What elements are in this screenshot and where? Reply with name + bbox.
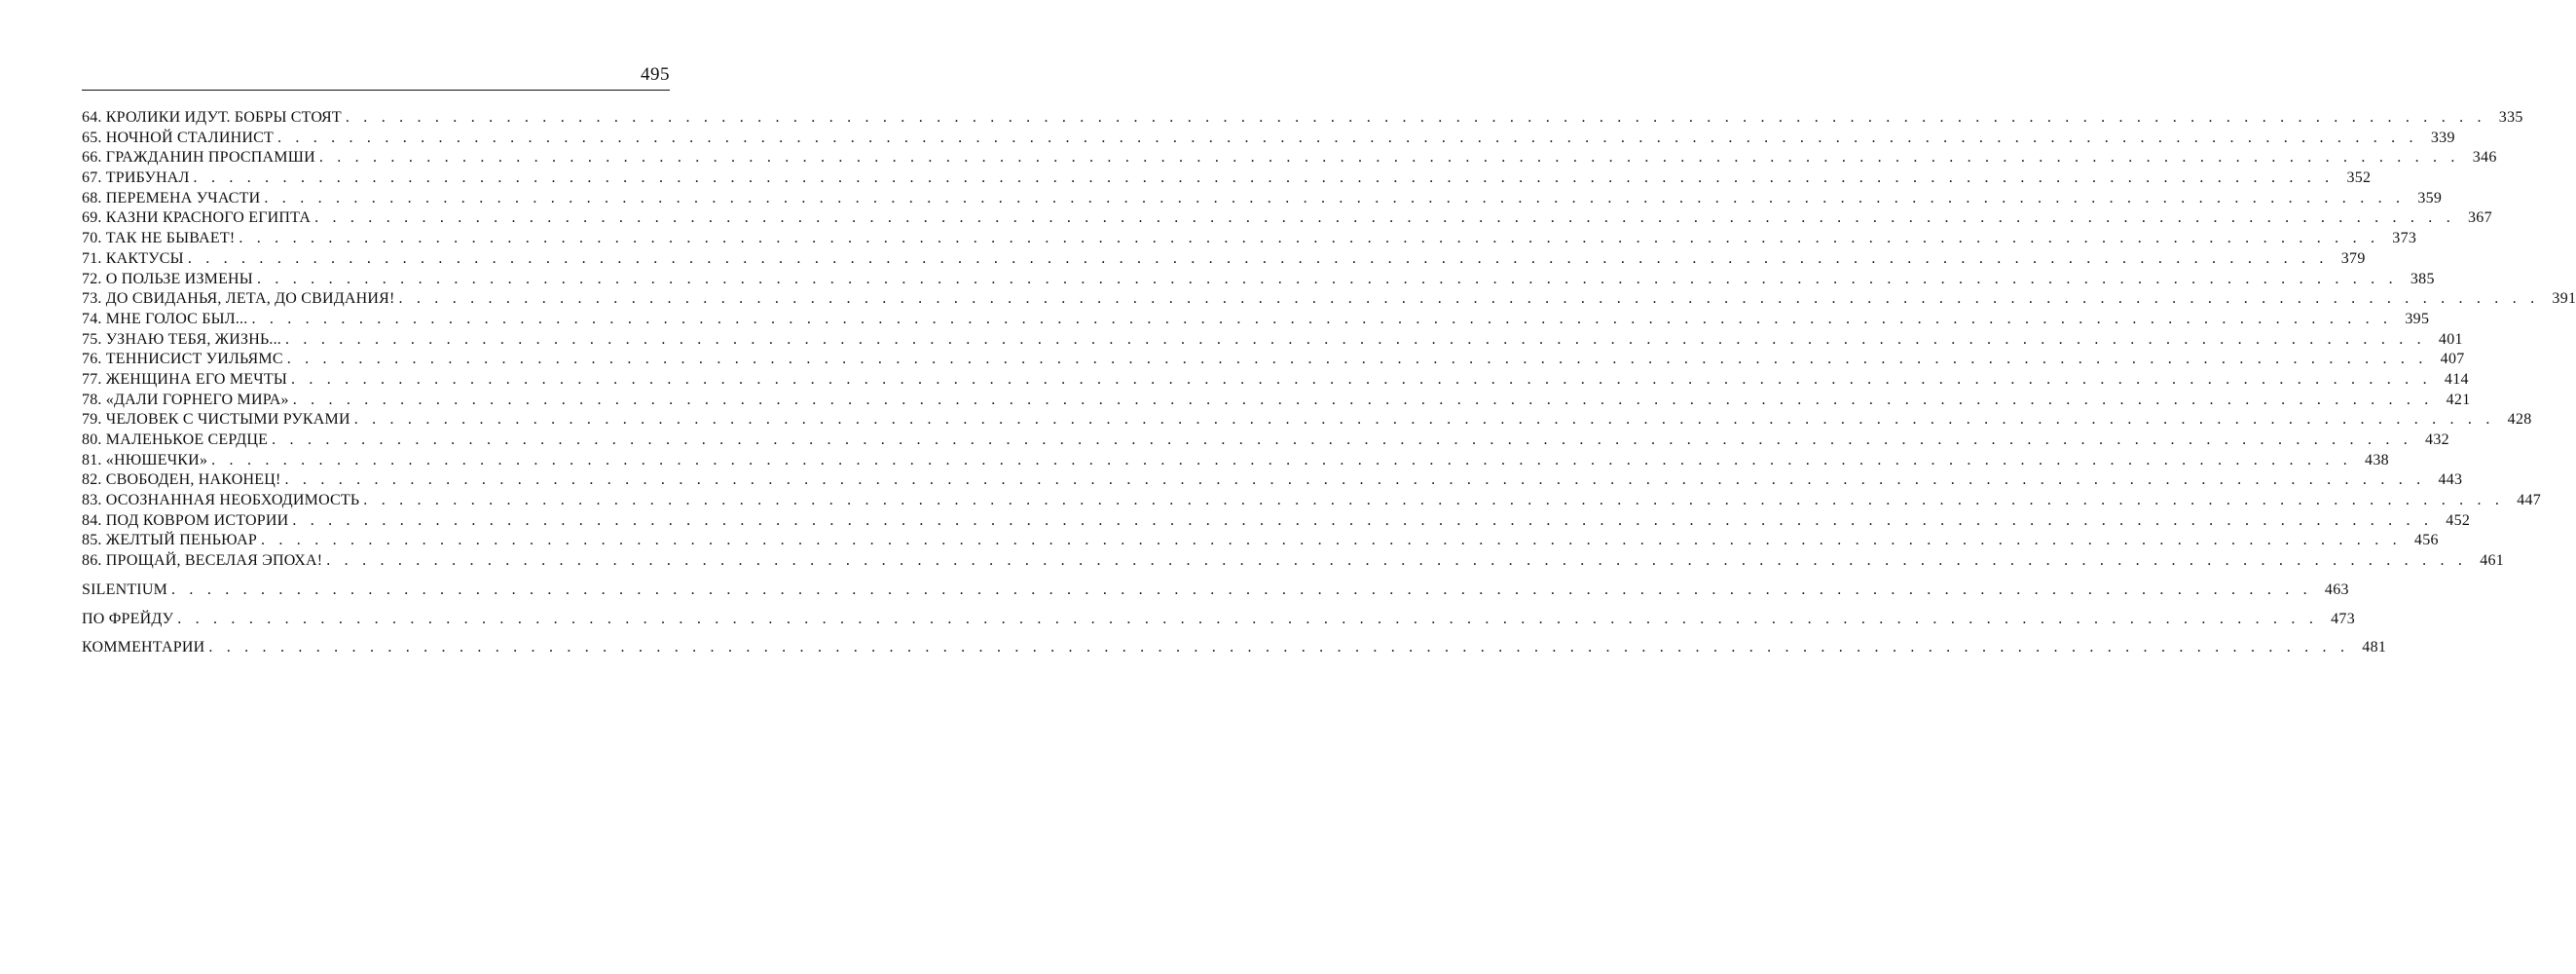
toc-entry-title: 81. «НЮШЕЧКИ» — [82, 451, 208, 468]
toc-entry-page: 447 — [2517, 492, 2542, 509]
toc-entry-page: 379 — [2340, 249, 2366, 267]
toc-leader-dots: . . . . . . . . . . . . . . . . . . . . . . . . . . . . . . . . . . . . . . . . . . . . . . . . . . . . . . . . . . . . . . . . . . . . . . . . . . . . . . . . . . . . . . . . . . . . . . . . . . . . . . . . . . . . . . . . . . . . . . . . — [318, 149, 2460, 167]
toc-entry-page: 339 — [2430, 129, 2455, 146]
toc-entry-title: ПО ФРЕЙДУ — [82, 610, 174, 627]
toc-leader-dots: . . . . . . . . . . . . . . . . . . . . . . . . . . . . . . . . . . . . . . . . . . . . . . . . . . . . . . . . . . . . . . . . . . . . . . . . . . . . . . . . . . . . . . . . . . . . . . . . . . . . . . . . . . . . . . . . . . . . . . . . — [261, 532, 2402, 549]
toc-leader-dots: . . . . . . . . . . . . . . . . . . . . . . . . . . . . . . . . . . . . . . . . . . . . . . . . . . . . . . . . . . . . . . . . . . . . . . . . . . . . . . . . . . . . . . . . . . . . . . . . . . . . . . . . . . . . . . . . . . . . . . . . — [211, 451, 2352, 468]
toc-entry-page: 473 — [2331, 610, 2356, 627]
toc-leader-dots: . . . . . . . . . . . . . . . . . . . . . . . . . . . . . . . . . . . . . . . . . . . . . . . . . . . . . . . . . . . . . . . . . . . . . . . . . . . . . . . . . . . . . . . . . . . . . . . . . . . . . . . . . . . . . . . . . . . . . . . . — [171, 581, 2312, 598]
toc-leader-dots: . . . . . . . . . . . . . . . . . . . . . . . . . . . . . . . . . . . . . . . . . . . . . . . . . . . . . . . . . . . . . . . . . . . . . . . . . . . . . . . . . . . . . . . . . . . . . . . . . . . . . . . . . . . . . . . . . . . . . . . . — [208, 639, 2350, 656]
toc-leader-dots: . . . . . . . . . . . . . . . . . . . . . . . . . . . . . . . . . . . . . . . . . . . . . . . . . . . . . . . . . . . . . . . . . . . . . . . . . . . . . . . . . . . . . . . . . . . . . . . . . . . . . . . . . . . . . . . . . . . . . . . . — [353, 411, 2495, 429]
toc-entry-title: 66. ГРАЖДАНИН ПРОСПАМШИ — [82, 149, 315, 167]
toc-entry-title: 83. ОСОЗНАННАЯ НЕОБХОДИМОСТЬ — [82, 492, 360, 509]
toc-entry — [82, 511, 2471, 532]
toc-entry — [82, 531, 2439, 551]
toc-entry-title: 78. «ДАЛИ ГОРНЕГО МИРА» — [82, 391, 289, 408]
toc-leader-dots: . . . . . . . . . . . . . . . . . . . . . . . . . . . . . . . . . . . . . . . . . . . . . . . . . . . . . . . . . . . . . . . . . . . . . . . . . . . . . . . . . . . . . . . . . . . . . . . . . . . . . . . . . . . . . . . . . . . . . . . . — [398, 290, 2540, 308]
toc-leader-dots: . . . . . . . . . . . . . . . . . . . . . . . . . . . . . . . . . . . . . . . . . . . . . . . . . . . . . . . . . . . . . . . . . . . . . . . . . . . . . . . . . . . . . . . . . . . . . . . . . . . . . . . . . . . . . . . . . . . . . . . . — [292, 391, 2434, 408]
toc-leader-dots: . . . . . . . . . . . . . . . . . . . . . . . . . . . . . . . . . . . . . . . . . . . . . . . . . . . . . . . . . . . . . . . . . . . . . . . . . . . . . . . . . . . . . . . . . . . . . . . . . . . . . . . . . . . . . . . . . . . . . . . . — [292, 511, 2434, 529]
toc-leader-dots: . . . . . . . . . . . . . . . . . . . . . . . . . . . . . . . . . . . . . . . . . . . . . . . . . . . . . . . . . . . . . . . . . . . . . . . . . . . . . . . . . . . . . . . . . . . . . . . . . . . . . . . . . . . . . . . . . . . . . . . . — [177, 610, 2319, 627]
toc-entry-page: 401 — [2438, 330, 2463, 348]
toc-leader-dots: . . . . . . . . . . . . . . . . . . . . . . . . . . . . . . . . . . . . . . . . . . . . . . . . . . . . . . . . . . . . . . . . . . . . . . . . . . . . . . . . . . . . . . . . . . . . . . . . . . . . . . . . . . . . . . . . . . . . . . . . — [256, 270, 2398, 287]
toc-entry-title: 67. ТРИБУНАЛ — [82, 169, 190, 187]
toc-entry-title: 68. ПЕРЕМЕНА УЧАСТИ — [82, 189, 261, 206]
toc-entry-title: КОММЕНТАРИИ — [82, 639, 205, 656]
toc-entry — [82, 108, 2523, 129]
toc-entry-page: 456 — [2413, 532, 2439, 549]
toc-entry-title: 70. ТАК НЕ БЫВАЕТ! — [82, 230, 236, 247]
toc-entry-page: 407 — [2440, 351, 2465, 368]
toc-entry — [82, 410, 2532, 431]
toc-entry — [82, 551, 2505, 572]
toc-entry-page: 373 — [2392, 230, 2417, 247]
toc-entry — [82, 208, 2492, 229]
toc-entry — [82, 470, 2463, 491]
toc-entry-page: 367 — [2468, 209, 2492, 227]
toc-entry-page: 421 — [2446, 391, 2471, 408]
toc-entry-title: 75. УЗНАЮ ТЕБЯ, ЖИЗНЬ... — [82, 330, 282, 348]
toc-entry-page: 359 — [2417, 189, 2443, 206]
toc-entry-page: 438 — [2365, 451, 2389, 468]
toc-entry — [82, 638, 2387, 658]
toc-entry — [82, 491, 2542, 511]
toc-entry-page: 391 — [2552, 290, 2576, 308]
toc-entry-title: 80. МАЛЕНЬКОЕ СЕРДЦЕ — [82, 431, 269, 448]
toc-leader-dots: . . . . . . . . . . . . . . . . . . . . . . . . . . . . . . . . . . . . . . . . . . . . . . . . . . . . . . . . . . . . . . . . . . . . . . . . . . . . . . . . . . . . . . . . . . . . . . . . . . . . . . . . . . . . . . . . . . . . . . . . — [363, 492, 2505, 509]
toc-entry-page: 395 — [2405, 310, 2430, 327]
toc-entry-title: 73. ДО СВИДАНЬЯ, ЛЕТА, ДО СВИДАНИЯ! — [82, 290, 395, 308]
toc-entry-title: SILENTIUM — [82, 581, 168, 598]
toc-leader-dots: . . . . . . . . . . . . . . . . . . . . . . . . . . . . . . . . . . . . . . . . . . . . . . . . . . . . . . . . . . . . . . . . . . . . . . . . . . . . . . . . . . . . . . . . . . . . . . . . . . . . . . . . . . . . . . . . . . . . . . . . — [284, 471, 2426, 489]
table-of-contents — [82, 108, 2576, 658]
toc-entry-title: 84. ПОД КОВРОМ ИСТОРИИ — [82, 511, 289, 529]
toc-entry-page: 414 — [2444, 370, 2469, 388]
toc-entry-title: 64. КРОЛИКИ ИДУТ. БОБРЫ СТОЯТ — [82, 109, 342, 126]
toc-entry-title: 72. О ПОЛЬЗЕ ИЗМЕНЫ — [82, 270, 253, 287]
toc-entry — [82, 350, 2465, 370]
toc-entry-page: 432 — [2425, 431, 2449, 448]
toc-entry-page: 481 — [2362, 639, 2387, 656]
toc-leader-dots: . . . . . . . . . . . . . . . . . . . . . . . . . . . . . . . . . . . . . . . . . . . . . . . . . . . . . . . . . . . . . . . . . . . . . . . . . . . . . . . . . . . . . . . . . . . . . . . . . . . . . . . . . . . . . . . . . . . . . . . . — [314, 209, 2455, 227]
toc-entry-title: 86. ПРОЩАЙ, ВЕСЕЛАЯ ЭПОХА! — [82, 552, 323, 570]
toc-entry-page: 452 — [2446, 511, 2471, 529]
toc-entry — [82, 370, 2469, 391]
toc-leader-dots: . . . . . . . . . . . . . . . . . . . . . . . . . . . . . . . . . . . . . . . . . . . . . . . . . . . . . . . . . . . . . . . . . . . . . . . . . . . . . . . . . . . . . . . . . . . . . . . . . . . . . . . . . . . . . . . . . . . . . . . . — [193, 169, 2335, 187]
toc-entry-title: 82. СВОБОДЕН, НАКОНЕЦ! — [82, 471, 281, 489]
toc-entry-page: 463 — [2324, 581, 2349, 598]
toc-entry — [82, 169, 2372, 189]
toc-entry-title: 71. КАКТУСЫ — [82, 249, 184, 267]
toc-leader-dots: . . . . . . . . . . . . . . . . . . . . . . . . . . . . . . . . . . . . . . . . . . . . . . . . . . . . . . . . . . . . . . . . . . . . . . . . . . . . . . . . . . . . . . . . . . . . . . . . . . . . . . . . . . . . . . . . . . . . . . . . — [187, 249, 2329, 267]
toc-leader-dots: . . . . . . . . . . . . . . . . . . . . . . . . . . . . . . . . . . . . . . . . . . . . . . . . . . . . . . . . . . . . . . . . . . . . . . . . . . . . . . . . . . . . . . . . . . . . . . . . . . . . . . . . . . . . . . . . . . . . . . . . — [272, 431, 2412, 448]
page-number: 495 — [641, 64, 670, 85]
toc-entry — [82, 270, 2435, 290]
toc-entry-title: 77. ЖЕНЩИНА ЕГО МЕЧТЫ — [82, 370, 287, 388]
toc-entry-page: 443 — [2438, 471, 2463, 489]
toc-entry-title: 69. КАЗНИ КРАСНОГО ЕГИПТА — [82, 209, 312, 227]
toc-leader-dots: . . . . . . . . . . . . . . . . . . . . . . . . . . . . . . . . . . . . . . . . . . . . . . . . . . . . . . . . . . . . . . . . . . . . . . . . . . . . . . . . . . . . . . . . . . . . . . . . . . . . . . . . . . . . . . . . . . . . . . . . — [290, 370, 2432, 388]
toc-entry-page: 461 — [2480, 552, 2505, 570]
toc-entry — [82, 610, 2356, 630]
toc-entry-page: 335 — [2498, 109, 2523, 126]
toc-leader-dots: . . . . . . . . . . . . . . . . . . . . . . . . . . . . . . . . . . . . . . . . . . . . . . . . . . . . . . . . . . . . . . . . . . . . . . . . . . . . . . . . . . . . . . . . . . . . . . . . . . . . . . . . . . . . . . . . . . . . . . . . — [251, 310, 2393, 327]
toc-entry — [82, 451, 2389, 471]
toc-entry-title: 85. ЖЕЛТЫЙ ПЕНЬЮАР — [82, 532, 257, 549]
toc-entry-title: 74. МНЕ ГОЛОС БЫЛ... — [82, 310, 248, 327]
toc-entry — [82, 189, 2443, 209]
toc-leader-dots: . . . . . . . . . . . . . . . . . . . . . . . . . . . . . . . . . . . . . . . . . . . . . . . . . . . . . . . . . . . . . . . . . . . . . . . . . . . . . . . . . . . . . . . . . . . . . . . . . . . . . . . . . . . . . . . . . . . . . . . . — [276, 129, 2418, 146]
toc-leader-dots: . . . . . . . . . . . . . . . . . . . . . . . . . . . . . . . . . . . . . . . . . . . . . . . . . . . . . . . . . . . . . . . . . . . . . . . . . . . . . . . . . . . . . . . . . . . . . . . . . . . . . . . . . . . . . . . . . . . . . . . . — [239, 230, 2380, 247]
toc-entry — [82, 330, 2463, 351]
toc-leader-dots: . . . . . . . . . . . . . . . . . . . . . . . . . . . . . . . . . . . . . . . . . . . . . . . . . . . . . . . . . . . . . . . . . . . . . . . . . . . . . . . . . . . . . . . . . . . . . . . . . . . . . . . . . . . . . . . . . . . . . . . . — [326, 552, 2468, 570]
toc-entry — [82, 229, 2417, 249]
toc-entry-title: 65. НОЧНОЙ СТАЛИНИСТ — [82, 129, 274, 146]
toc-leader-dots: . . . . . . . . . . . . . . . . . . . . . . . . . . . . . . . . . . . . . . . . . . . . . . . . . . . . . . . . . . . . . . . . . . . . . . . . . . . . . . . . . . . . . . . . . . . . . . . . . . . . . . . . . . . . . . . . . . . . . . . . — [264, 189, 2406, 206]
toc-entry — [82, 129, 2455, 149]
toc-entry — [82, 249, 2366, 270]
toc-entry — [82, 581, 2349, 601]
toc-entry — [82, 289, 2576, 310]
toc-entry-page: 346 — [2472, 149, 2497, 167]
toc-leader-dots: . . . . . . . . . . . . . . . . . . . . . . . . . . . . . . . . . . . . . . . . . . . . . . . . . . . . . . . . . . . . . . . . . . . . . . . . . . . . . . . . . . . . . . . . . . . . . . . . . . . . . . . . . . . . . . . . . . . . . . . . — [285, 330, 2426, 348]
toc-entry — [82, 431, 2449, 451]
toc-entry — [82, 310, 2430, 330]
toc-entry-page: 352 — [2346, 169, 2372, 187]
toc-leader-dots: . . . . . . . . . . . . . . . . . . . . . . . . . . . . . . . . . . . . . . . . . . . . . . . . . . . . . . . . . . . . . . . . . . . . . . . . . . . . . . . . . . . . . . . . . . . . . . . . . . . . . . . . . . . . . . . . . . . . . . . . — [286, 351, 2428, 368]
toc-entry-page: 385 — [2410, 270, 2435, 287]
toc-entry-title: 79. ЧЕЛОВЕК С ЧИСТЫМИ РУКАМИ — [82, 411, 350, 429]
toc-entry-title: 76. ТЕННИСИСТ УИЛЬЯМС — [82, 351, 283, 368]
toc-entry — [82, 391, 2471, 411]
toc-entry-page: 428 — [2507, 411, 2532, 429]
toc-leader-dots: . . . . . . . . . . . . . . . . . . . . . . . . . . . . . . . . . . . . . . . . . . . . . . . . . . . . . . . . . . . . . . . . . . . . . . . . . . . . . . . . . . . . . . . . . . . . . . . . . . . . . . . . . . . . . . . . . . . . . . . . — [345, 109, 2486, 126]
toc-entry — [82, 148, 2497, 169]
header-rule — [82, 90, 670, 91]
